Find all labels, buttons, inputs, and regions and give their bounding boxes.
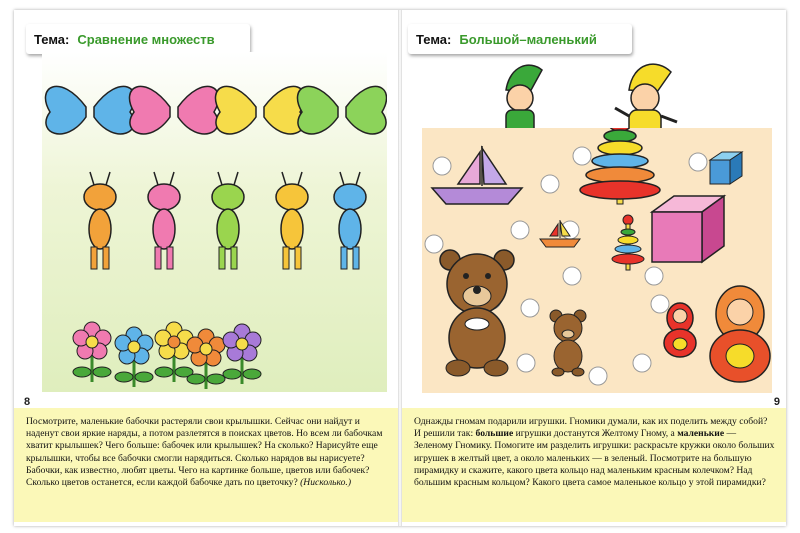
big-pyramid xyxy=(580,128,660,204)
small-bear xyxy=(550,310,586,376)
right-task-text-2: игрушки достанутся Желтому Гному, а xyxy=(513,428,678,440)
left-task-answer: (Нисколько.) xyxy=(300,477,352,489)
bug-green xyxy=(212,172,244,269)
big-cube xyxy=(652,196,724,262)
butterflies-flowers-illustration xyxy=(42,52,387,392)
flower-pink xyxy=(73,322,111,382)
left-theme-label: Тема: xyxy=(34,31,70,47)
wing-pair-green xyxy=(297,86,386,134)
left-theme-title: Сравнение множеств xyxy=(77,31,215,47)
right-text-panel xyxy=(402,408,786,522)
left-task-text-2: Бабочки, как известно, любят цветы. Чего на картинке больше, цветов или бабочек? Сколько цветов останется, если каждой бабочке дать по цветочку? xyxy=(26,464,370,489)
right-task-paragraph xyxy=(402,408,786,489)
right-page xyxy=(400,10,786,526)
flower-blue xyxy=(115,327,153,387)
flower-purple xyxy=(223,324,261,384)
left-task-text-1: Посмотрите, маленькие бабочки растеряли свои крылышки. Сейчас они найдут и наденут свои яркие наряды, а потом разлетятся в поисках цветов. Но всем ли бабочкам хватит крылышек? Чего больше: бабочек или крылышек? На сколько? Нарисуйте еще крылышки, чтобы все бабочки смогли нарядиться. Сколько нарядов вы нарисуете? xyxy=(26,416,383,464)
right-task-text-3: — Зеленому Гномику. Помогите им разделить игрушки: раскрасьте кружки около больших игрушек в желтый цвет, а около маленьких — в зеленый. Посмотрите на большую пирамидку и скажите, какого цвета кольцо над маленьким красным колечком? Над большим красным кольцом? Какого цвета самое маленькое кольцо у этой пирамидки? xyxy=(414,428,775,489)
bug-blue xyxy=(334,172,366,269)
right-task-bold-small: маленькие xyxy=(677,428,725,440)
big-matryoshka xyxy=(710,286,770,382)
bug-yellow xyxy=(276,172,308,269)
left-page xyxy=(14,10,400,526)
right-task-bold-big: большие xyxy=(475,428,514,440)
left-page-number: 8 xyxy=(24,396,31,408)
left-task-paragraph-2 xyxy=(14,465,398,489)
small-cube xyxy=(710,152,742,184)
big-boat xyxy=(432,146,522,204)
right-task-text-1: Однажды гномам подарили игрушки. Гномики думали, как их поделить между собой? И решили так: xyxy=(414,416,768,440)
left-text-panel xyxy=(14,408,398,522)
left-task-paragraph-1 xyxy=(14,408,398,465)
flower-yellow xyxy=(155,322,193,382)
right-theme-label: Тема: xyxy=(416,31,452,47)
small-pyramid xyxy=(612,215,644,270)
small-matryoshka xyxy=(664,303,696,357)
toys-illustration xyxy=(422,128,772,393)
wing-pair-yellow xyxy=(215,86,304,134)
right-illustration xyxy=(422,128,772,393)
right-theme-title: Большой–маленький xyxy=(459,31,597,47)
right-page-number: 9 xyxy=(773,396,780,408)
book-spread xyxy=(14,10,786,526)
big-bear xyxy=(440,250,514,376)
wing-pair-pink xyxy=(129,86,218,134)
left-theme-badge xyxy=(26,24,250,54)
left-illustration xyxy=(42,52,387,392)
wing-pair-blue xyxy=(45,86,134,134)
bug-orange xyxy=(84,172,116,269)
flower-orange xyxy=(187,329,225,389)
bug-pink xyxy=(148,172,180,269)
